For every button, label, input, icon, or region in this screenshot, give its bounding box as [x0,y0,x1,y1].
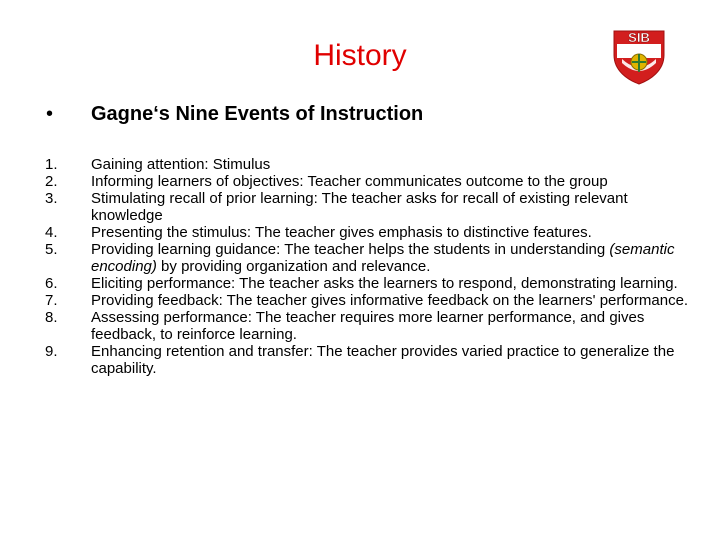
list-item [45,156,705,173]
event-text-part: Eliciting performance: The teacher asks the learners to respond, demonstrating learning. [91,275,678,292]
event-number: 7. [45,292,58,309]
slide-title: History [313,39,407,72]
event-text-part: Assessing performance: The teacher requires more learner performance, and gives feedback, to reinforce learning. [91,309,645,343]
event-number: 5. [45,241,58,258]
event-number: 3. [45,190,58,207]
event-number: 2. [45,173,58,190]
list-item [45,241,705,275]
event-text-part: Providing learning guidance: The teacher helps the students in understanding [91,241,610,258]
list-item [45,309,705,343]
event-text-part: Gaining attention: Stimulus [91,156,271,173]
event-number: 4. [45,224,58,241]
event-number: 8. [45,309,58,326]
event-text [91,343,691,377]
heading-text: Gagne‘s Nine Events of Instruction [91,103,424,125]
event-text [91,173,691,190]
event-text [91,241,691,275]
event-text [91,224,691,241]
event-text [91,292,691,309]
logo-text: SIB [628,30,650,45]
event-text-part: Presenting the stimulus: The teacher gives emphasis to distinctive features. [91,224,592,241]
list-item [45,173,705,190]
event-text-part: Providing feedback: The teacher gives informative feedback on the learners' performance. [91,292,689,309]
event-text [91,309,691,343]
sib-logo [612,29,666,85]
event-text-part: by providing organization and relevance. [156,258,431,275]
list-item [45,343,705,377]
event-number: 1. [45,156,58,173]
event-text [91,156,691,173]
event-text [91,275,691,292]
heading-bullet: • [46,103,54,125]
list-item [45,292,705,309]
event-number: 6. [45,275,58,292]
heading-row [46,100,706,130]
event-number: 9. [45,343,58,360]
event-text-italic: (semantic encoding) [91,241,675,275]
list-item [45,190,705,224]
event-text-part: Informing learners of objectives: Teacher communicates outcome to the group [91,173,608,190]
event-text [91,190,691,224]
event-text-part: Stimulating recall of prior learning: The teacher asks for recall of existing relevant knowledge [91,190,628,224]
list-item [45,275,705,292]
events-list [45,156,705,377]
event-text-part: Enhancing retention and transfer: The teacher provides varied practice to generalize the capability. [91,343,675,377]
list-item [45,224,705,241]
